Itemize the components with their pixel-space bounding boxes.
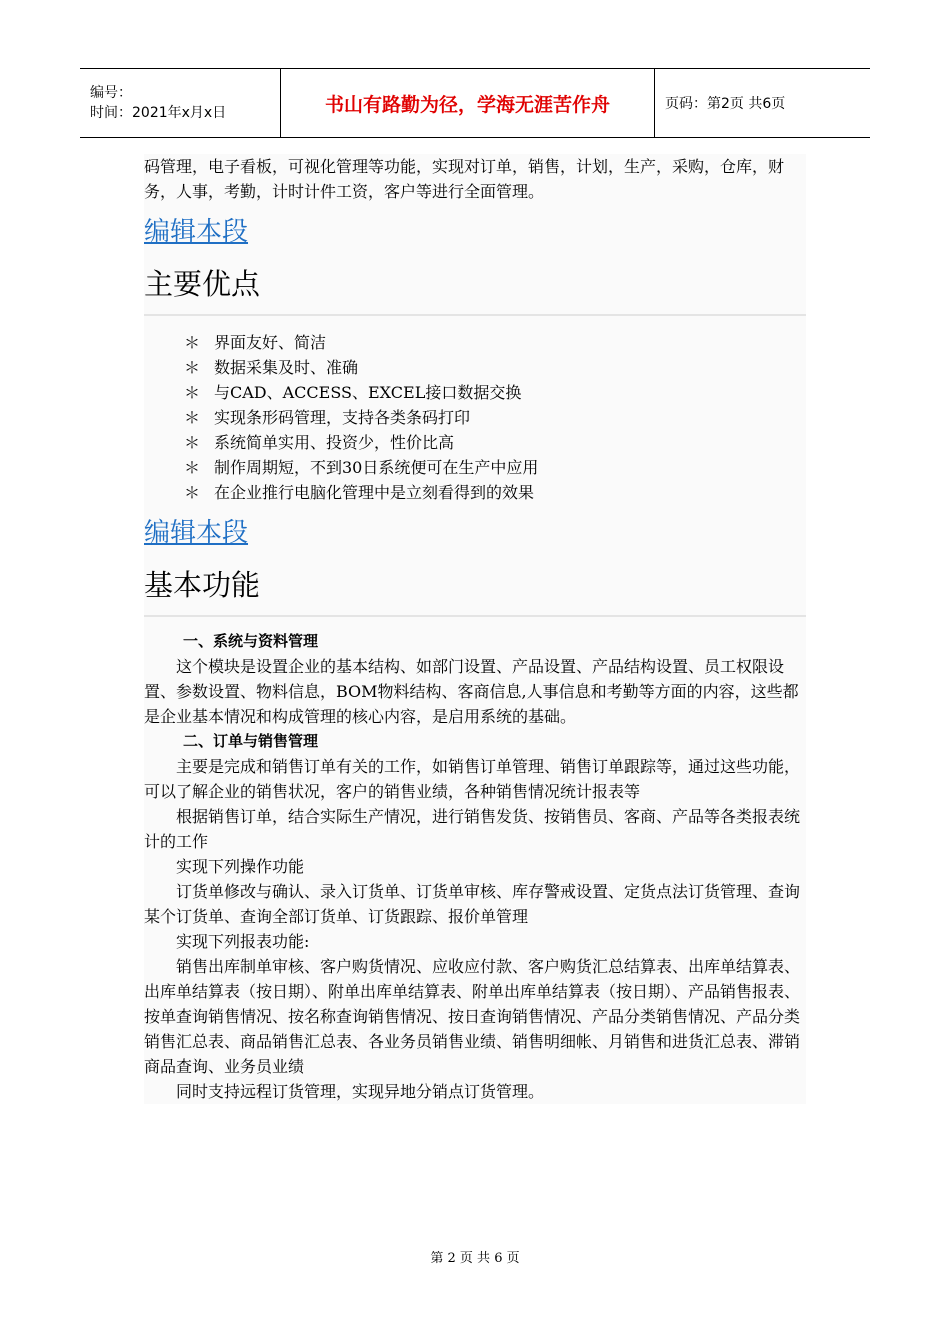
bullet-icon: ＊: [184, 333, 201, 352]
bullet-icon: ＊: [184, 408, 201, 427]
list-item: ＊ 制作周期短，不到30日系统便可在生产中应用: [184, 455, 806, 480]
section-title-advantages: 主要优点: [144, 264, 806, 316]
edit-section-link[interactable]: 编辑本段: [144, 217, 249, 247]
paragraph: 同时支持远程订货管理，实现异地分销点订货管理。: [176, 1082, 545, 1101]
header-motto: 书山有路勤为径，学海无涯苦作舟: [281, 69, 655, 137]
bullet-icon: ＊: [184, 483, 201, 502]
paragraph: 实现下列操作功能: [176, 857, 305, 876]
bullet-icon: ＊: [184, 458, 201, 477]
list-item: ＊ 界面友好、简洁: [184, 330, 806, 355]
subheading-system: 一、系统与资料管理: [183, 632, 319, 650]
edit-section-link[interactable]: 编辑本段: [144, 518, 249, 548]
page-footer: 第 2 页 共 6 页: [430, 1251, 520, 1266]
list-item: ＊ 系统简单实用、投资少，性价比高: [184, 430, 806, 455]
paragraph: 这个模块是设置企业的基本结构、如部门设置、产品设置、产品结构设置、员工权限设置、参数设置、物料信息，BOM物料结构、客商信息,人事信息和考勤等方面的内容，这些都是企业基本情况和构成管理的核心内容，是启用系统的基础。: [144, 657, 799, 726]
header-page-label: 页码：第2页 共6页: [665, 96, 786, 112]
intro-paragraph: 码管理，电子看板，可视化管理等功能，实现对订单，销售，计划，生产，采购，仓库，财务，人事，考勤，计时计件工资，客户等进行全面管理。: [144, 157, 785, 201]
bullet-icon: ＊: [184, 358, 201, 377]
advantages-list: [144, 330, 806, 505]
time-label: 时间：2021年x月x日: [90, 105, 227, 121]
document-body: [144, 154, 806, 1104]
paragraph: 根据销售订单，结合实际生产情况，进行销售发货、按销售员、客商、产品等各类报表统计的工作: [144, 807, 801, 851]
paragraph: 实现下列报表功能:: [176, 932, 310, 951]
list-item: ＊ 与CAD、ACCESS、EXCEL接口数据交换: [184, 380, 806, 405]
paragraph: 订货单修改与确认、录入订货单、订货单审核、库存警戒设置、定货点法订货管理、查询某个订货单、查询全部订货单、订货跟踪、报价单管理: [144, 882, 801, 926]
list-item: ＊ 实现条形码管理，支持各类条码打印: [184, 405, 806, 430]
bullet-icon: ＊: [184, 383, 201, 402]
paragraph: 主要是完成和销售订单有关的工作，如销售订单管理、销售订单跟踪等，通过这些功能，可以了解企业的销售状况，客户的销售业绩，各种销售情况统计报表等: [144, 757, 801, 801]
section-title-functions: 基本功能: [144, 565, 806, 617]
paragraph: 销售出库制单审核、客户购货情况、应收应付款、客户购货汇总结算表、出库单结算表、出库单结算表（按日期）、附单出库单结算表、附单出库单结算表（按日期）、产品销售报表、按单查询销售情况、按名称查询销售情况、按日查询销售情况、产品分类销售情况、产品分类销售汇总表、商品销售汇总表、各业务员销售业绩、销售明细帐、月销售和进货汇总表、滞销商品查询、业务员业绩: [144, 957, 801, 1076]
bullet-icon: ＊: [184, 433, 201, 452]
number-label: 编号：: [90, 85, 132, 101]
header-meta: [80, 69, 281, 137]
list-item: ＊ 数据采集及时、准确: [184, 355, 806, 380]
list-item: ＊ 在企业推行电脑化管理中是立刻看得到的效果: [184, 480, 806, 505]
subheading-orders: 二、订单与销售管理: [183, 732, 319, 750]
page-header: [80, 68, 870, 138]
